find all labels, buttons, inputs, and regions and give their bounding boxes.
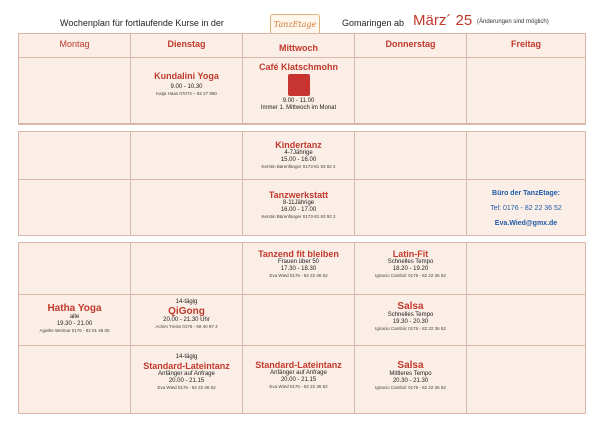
course-sub: Mittleres Tempo — [389, 371, 432, 377]
course-age: 4-7Jährige — [284, 150, 313, 156]
cell-empty — [355, 180, 467, 235]
cell-empty — [131, 132, 243, 180]
schedule-block-morning — [18, 33, 586, 125]
course-contact: Kerstin Bärenfänger 0173-81 93 92 2 — [261, 214, 336, 219]
cell-empty — [467, 243, 585, 295]
course-sub: Schnelles Tempo — [387, 259, 434, 265]
course-salsa-schnell — [355, 295, 467, 346]
course-contact: Achim Treiss 0176 - 69 40 97 4 — [155, 324, 218, 329]
course-title: Kundalini Yoga — [154, 71, 219, 81]
course-time: 17.30 - 18.30 — [280, 266, 317, 272]
course-age: 8-11Jährige — [282, 200, 315, 206]
day-header-freitag: Freitag — [467, 34, 585, 58]
course-time: 19.30 - 20.30 — [392, 319, 429, 325]
header-month: März´ 25 — [413, 12, 473, 29]
cell-empty — [467, 132, 585, 180]
course-time: 15.00 - 16.00 — [280, 157, 317, 163]
course-sub: alle — [69, 314, 80, 320]
day-header-mittwoch: Mittwoch — [243, 34, 355, 58]
office-info — [467, 180, 585, 235]
day-header-montag: Montag — [19, 34, 131, 58]
course-sub: Frauen über 50 — [277, 259, 320, 265]
course-sub: Anfänger auf Anfrage — [270, 370, 327, 376]
course-contact: Ignacio Cambór 0176 - 82 22 36 52 — [375, 273, 446, 278]
course-title: Hatha Yoga — [47, 303, 102, 314]
course-frequency: 14-tägig — [175, 354, 198, 360]
course-title: Latin-Fit — [392, 249, 429, 259]
cell-empty — [131, 180, 243, 235]
course-qigong — [131, 295, 243, 346]
cell-empty — [355, 132, 467, 180]
course-time: 9.00 - 11.00 — [282, 98, 315, 104]
course-kundalini — [131, 58, 243, 124]
course-title: Salsa — [397, 360, 424, 371]
course-title: Salsa — [397, 301, 424, 312]
cell-empty — [355, 58, 467, 124]
course-sub: Schnelles Tempo — [387, 312, 434, 318]
course-title: Standard-Lateintanz — [143, 361, 230, 371]
day-header-dienstag: Dienstag — [131, 34, 243, 58]
office-title: Büro der TanzEtage: — [492, 190, 560, 197]
cell-empty — [19, 132, 131, 180]
course-title: Kindertanz — [275, 140, 322, 150]
course-frequency: 14-tägig — [175, 299, 198, 305]
cell-empty — [243, 295, 355, 346]
course-contact: Ignacio Cambór 0176 - 82 22 36 52 — [375, 385, 446, 390]
course-time: 20.00 - 21.15 — [280, 377, 317, 383]
course-tanzend-fit — [243, 243, 355, 295]
course-standard-latein-2 — [243, 346, 355, 413]
course-salsa-mittel — [355, 346, 467, 413]
course-time: 20.30 - 21.30 — [392, 378, 429, 384]
office-phone: Tel: 0176 - 82 22 36 52 — [490, 205, 562, 212]
course-time: 20.00 - 21.30 Uhr — [163, 317, 210, 323]
schedule-block-evening — [18, 242, 586, 414]
cell-empty — [19, 243, 131, 295]
cell-empty — [19, 58, 131, 124]
course-title: Café Klatschmohn — [258, 62, 338, 72]
course-time: 20.00 - 21.15 — [168, 378, 205, 384]
course-note: Immer 1. Mittwoch im Monat — [260, 105, 337, 111]
course-time: 16.00 - 17.00 — [280, 207, 317, 213]
cell-empty — [467, 58, 585, 124]
course-title: Tanzwerkstatt — [268, 190, 329, 200]
office-email[interactable]: Eva.Wied@gmx.de — [494, 220, 558, 227]
cell-empty — [19, 180, 131, 235]
schedule-block-afternoon — [18, 131, 586, 236]
cell-empty — [19, 346, 131, 413]
course-tanzwerkstatt — [243, 180, 355, 235]
course-kindertanz — [243, 132, 355, 180]
course-contact: Kerstin Bärenfänger 0173-81 93 92 2 — [261, 164, 336, 169]
course-contact: Agathe Weimar 0176 - 82 01 46 05 — [39, 328, 110, 333]
course-cafe — [243, 58, 355, 124]
cell-empty — [131, 243, 243, 295]
header-location-text: Gomaringen ab — [342, 18, 405, 28]
course-time: 18.20 - 19.20 — [392, 266, 429, 272]
header-note: (Änderungen sind möglich) — [477, 19, 549, 25]
course-standard-latein-1 — [131, 346, 243, 413]
course-latin-fit — [355, 243, 467, 295]
course-title: QiGong — [168, 306, 205, 317]
day-header-donnerstag: Donnerstag — [355, 34, 467, 58]
course-contact: Eva Wied 0176 - 82 22 36 52 — [157, 385, 216, 390]
course-hatha-yoga — [19, 295, 131, 346]
tanzetage-logo: TanzEtage — [270, 14, 320, 36]
course-sub: Anfänger auf Anfrage — [158, 371, 215, 377]
course-time: 9.00 - 10.30 — [170, 84, 203, 90]
course-contact: Ignacio Cambór 0176 - 82 22 36 52 — [375, 326, 446, 331]
course-time: 19.30 - 21.00 — [56, 321, 93, 327]
course-contact: Katja Haas 07072 – 92 27 990 — [156, 91, 217, 96]
course-title: Tanzend fit bleiben — [258, 249, 339, 259]
course-contact: Eva Wied 0176 - 82 22 36 52 — [269, 384, 328, 389]
cell-empty — [467, 295, 585, 346]
header-left-text: Wochenplan für fortlaufende Kurse in der — [60, 18, 224, 28]
cell-empty — [467, 346, 585, 413]
course-contact: Eva Wied 0176 - 82 22 36 52 — [269, 273, 328, 278]
course-title: Standard-Lateintanz — [255, 360, 342, 370]
poppy-image — [288, 74, 310, 96]
